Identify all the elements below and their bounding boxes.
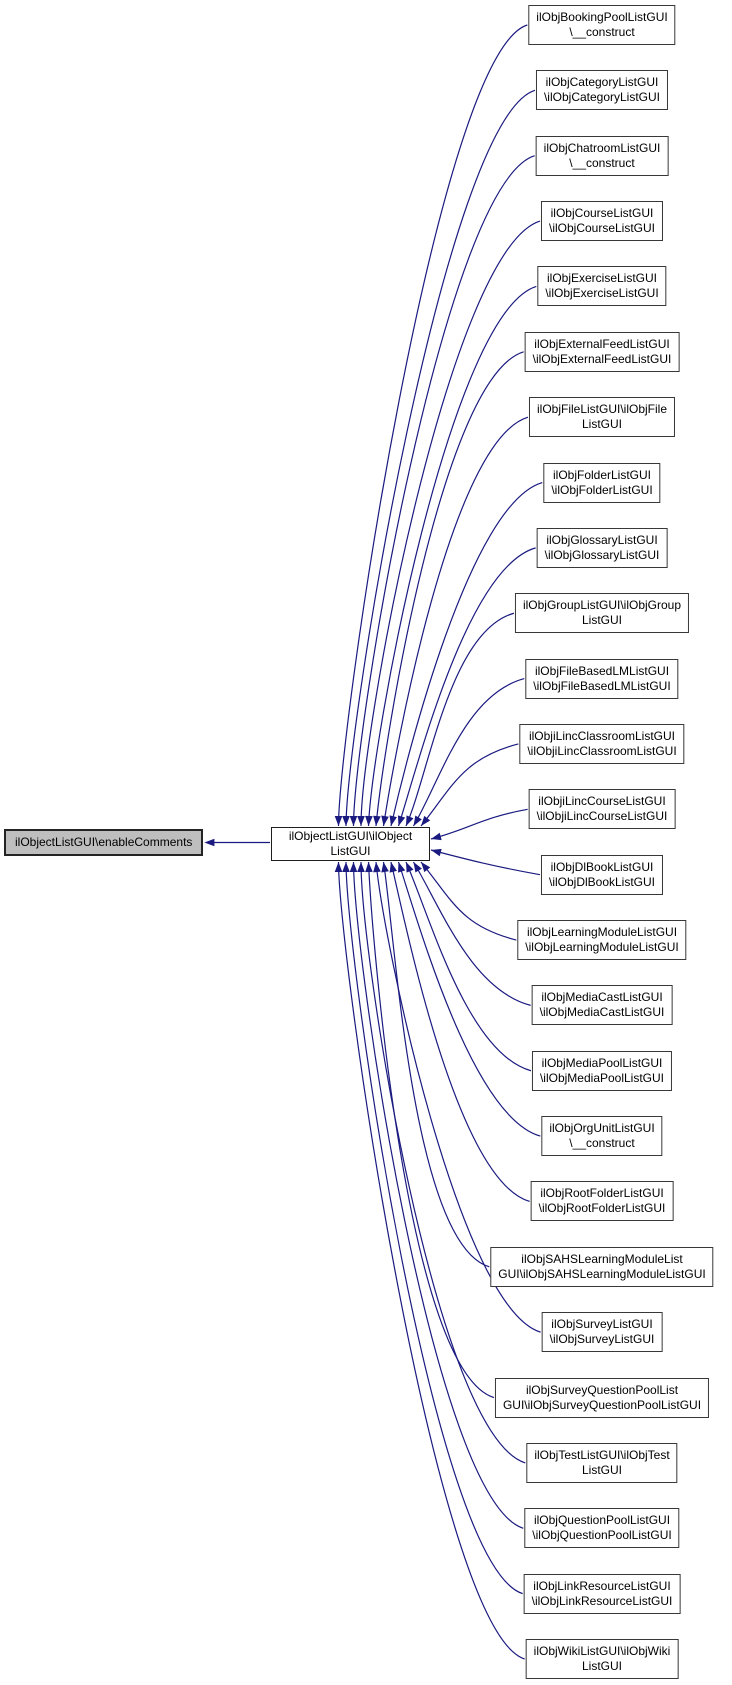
edge-caller-4 (369, 286, 537, 826)
caller-node-label: \ilObjCategoryListGUI (543, 90, 661, 105)
edge-caller-22 (361, 862, 525, 1463)
caller-node-ilObjQuestionPoolListGUI[interactable] (524, 1508, 679, 1548)
caller-node-label: ilObjLearningModuleListGUI (526, 925, 678, 940)
caller-node-label: ilObjExternalFeedListGUI (534, 336, 670, 351)
caller-node-label: \ilObjiLincClassroomListGUI (527, 743, 677, 758)
caller-node-label: ilObjBookingPoolListGUI (536, 10, 668, 24)
edge-caller-3-arrowhead (357, 816, 365, 826)
caller-node-label: \ilObjMediaPoolListGUI (539, 1070, 665, 1085)
edge-caller-12-arrowhead (430, 833, 442, 843)
caller-node-label: \ilObjFileBasedLMListGUI (533, 678, 671, 693)
caller-node-ilObjOrgUnitListGUI[interactable] (541, 1116, 662, 1156)
caller-node-label: \__construct (569, 155, 635, 170)
caller-node-ilObjSurveyQuestionPoolList[interactable] (495, 1378, 709, 1418)
edge-caller-1-arrowhead (342, 816, 350, 826)
focus-node-label: ilObjectListGUI\enableComments (15, 835, 193, 849)
caller-node-ilObjiLincCourseListGUI[interactable] (529, 789, 676, 829)
caller-node-label: ilObjQuestionPoolListGUI (533, 1513, 671, 1528)
edge-caller-16-arrowhead (403, 860, 414, 872)
caller-node-label: ilObjMediaCastListGUI (541, 990, 663, 1005)
edge-center-to-focus-arrowhead (204, 839, 214, 847)
caller-node-label: \ilObjGlossaryListGUI (544, 547, 660, 562)
caller-node-ilObjSurveyListGUI[interactable] (542, 1312, 663, 1352)
caller-node-label: \ilObjExerciseListGUI (545, 286, 659, 301)
caller-node-label: ilObjDlBookListGUI (550, 859, 654, 874)
edge-caller-8 (399, 548, 536, 826)
caller-node-label: ilObjFolderListGUI (552, 467, 652, 482)
caller-node-label: ilObjWikiListGUI\ilObjWiki (533, 1644, 671, 1658)
caller-node-label: \ilObjiLincCourseListGUI (536, 809, 668, 824)
caller-node-label: ilObjFileBasedLMListGUI (534, 663, 670, 678)
caller-node-label: ilObjSurveyListGUI (551, 1317, 653, 1332)
caller-node-label: ListGUI (581, 1462, 622, 1477)
caller-node-ilObjRootFolderListGUI[interactable] (531, 1181, 674, 1221)
edge-caller-4-arrowhead (365, 816, 373, 826)
caller-node-label: ilObjiLincCourseListGUI (538, 794, 666, 809)
caller-node-label: ListGUI (581, 417, 622, 432)
caller-node-label: \ilObjQuestionPoolListGUI (532, 1528, 672, 1543)
caller-node-label: \ilObjDlBookListGUI (548, 874, 656, 889)
edge-caller-19 (384, 862, 490, 1267)
edge-caller-23-arrowhead (350, 862, 358, 872)
caller-node-label: \ilObjMediaCastListGUI (539, 1005, 665, 1020)
edge-caller-5-arrowhead (372, 816, 380, 827)
center-node-label-line1: ilObjectListGUI\ilObject (288, 829, 413, 843)
caller-node-ilObjTestListGUI-ilObjTest[interactable] (526, 1443, 677, 1483)
edge-caller-7-arrowhead (387, 815, 397, 826)
caller-node-ilObjDlBookListGUI[interactable] (541, 855, 663, 895)
caller-node-label: ilObjChatroomListGUI (543, 140, 661, 155)
caller-node-ilObjBookingPoolListGUI[interactable] (528, 5, 675, 45)
caller-node-label: \ilObjFolderListGUI (551, 482, 653, 497)
caller-node-label: \ilObjLearningModuleListGUI (525, 940, 679, 955)
edge-caller-0 (339, 25, 528, 826)
center-node-ilObjectListGUI[interactable] (271, 827, 430, 861)
caller-node-label: \ilObjSurveyListGUI (549, 1332, 655, 1347)
caller-node-label: ilObjRootFolderListGUI (540, 1186, 664, 1201)
caller-node-ilObjExternalFeedListGUI[interactable] (525, 332, 680, 372)
caller-node-ilObjWikiListGUI-ilObjWiki[interactable] (526, 1639, 679, 1679)
edge-caller-6 (384, 417, 528, 826)
caller-node-label: \ilObjRootFolderListGUI (538, 1201, 666, 1216)
caller-node-ilObjExerciseListGUI[interactable] (537, 266, 666, 306)
caller-node-ilObjiLincClassroomListGUI[interactable] (519, 724, 684, 764)
caller-node-label: \ilObjLinkResourceListGUI (531, 1593, 673, 1608)
caller-node-label: ilObjiLincClassroomListGUI (528, 728, 676, 743)
caller-node-ilObjChatroomListGUI[interactable] (536, 136, 669, 176)
caller-node-label: GUI\ilObjSurveyQuestionPoolListGUI (502, 1397, 702, 1412)
edge-caller-17 (399, 862, 541, 1136)
caller-node-label: \__construct (569, 25, 635, 39)
edge-caller-15 (414, 862, 531, 1005)
caller-node-label: \ilObjExternalFeedListGUI (532, 351, 672, 366)
edge-caller-20-arrowhead (372, 862, 381, 873)
edge-caller-19-arrowhead (380, 861, 389, 872)
caller-node-label: ilObjFileListGUI\ilObjFile (536, 402, 668, 417)
caller-node-ilObjMediaPoolListGUI[interactable] (532, 1051, 672, 1091)
edge-caller-21-arrowhead (365, 862, 373, 872)
edge-caller-12 (431, 809, 528, 839)
caller-node-ilObjCategoryListGUI[interactable] (536, 70, 668, 110)
edge-caller-18 (391, 862, 530, 1201)
caller-node-label: ListGUI (581, 1659, 623, 1673)
caller-node-label: \__construct (569, 1136, 635, 1151)
caller-node-ilObjGlossaryListGUI[interactable] (537, 528, 668, 568)
edge-caller-9-arrowhead (403, 815, 414, 827)
edge-caller-13 (431, 850, 540, 875)
focus-node-enableComments (4, 829, 203, 856)
caller-node-ilObjFolderListGUI[interactable] (543, 463, 660, 503)
caller-node-label: ilObjGlossaryListGUI (546, 532, 658, 547)
center-node-label-line2: ListGUI (330, 844, 371, 858)
caller-node-label: GUI\ilObjSAHSLearningModuleListGUI (498, 1266, 706, 1281)
edge-caller-1 (346, 90, 535, 826)
caller-node-label: ListGUI (581, 613, 622, 628)
edge-caller-5 (376, 352, 524, 826)
caller-node-label: ilObjLinkResourceListGUI (533, 1578, 671, 1593)
edge-caller-2-arrowhead (350, 816, 358, 826)
caller-node-ilObjGroupListGUI-ilObjGroup[interactable] (515, 593, 689, 633)
caller-node-ilObjLearningModuleListGUI[interactable] (517, 920, 686, 960)
caller-node-label: ilObjCategoryListGUI (545, 75, 659, 90)
caller-node-label: \ilObjCourseListGUI (548, 221, 656, 236)
caller-node-label: ilObjExerciseListGUI (546, 271, 658, 286)
caller-node-label: ilObjMediaPoolListGUI (541, 1055, 663, 1070)
caller-node-label: ilObjOrgUnitListGUI (549, 1121, 655, 1136)
caller-node-ilObjLinkResourceListGUI[interactable] (524, 1574, 681, 1614)
edge-caller-22-arrowhead (357, 862, 365, 872)
caller-node-label: ilObjCourseListGUI (550, 206, 654, 221)
edge-caller-11 (421, 744, 518, 826)
edge-caller-14-arrowhead (418, 860, 430, 873)
edge-caller-18-arrowhead (387, 861, 397, 872)
caller-node-ilObjSAHSLearningModuleList[interactable] (490, 1247, 713, 1287)
edge-caller-13-arrowhead (430, 846, 442, 856)
caller-node-label: ilObjTestListGUI\ilObjTest (534, 1447, 670, 1462)
edge-caller-25-arrowhead (335, 862, 343, 872)
caller-node-label: ilObjSurveyQuestionPoolList (525, 1382, 679, 1397)
caller-node-ilObjFileBasedLMListGUI[interactable] (525, 659, 678, 699)
caller-node-ilObjMediaCastListGUI[interactable] (532, 985, 673, 1025)
edge-caller-24-arrowhead (342, 862, 350, 872)
caller-node-label: ilObjSAHSLearningModuleList (521, 1251, 683, 1266)
caller-node-ilObjFileListGUI-ilObjFile[interactable] (529, 397, 675, 437)
edge-caller-0-arrowhead (335, 816, 343, 826)
caller-node-ilObjCourseListGUI[interactable] (541, 201, 663, 241)
edge-caller-15-arrowhead (410, 860, 422, 872)
caller-node-label: ilObjGroupListGUI\ilObjGroup (522, 598, 682, 613)
edge-caller-16 (406, 862, 531, 1071)
